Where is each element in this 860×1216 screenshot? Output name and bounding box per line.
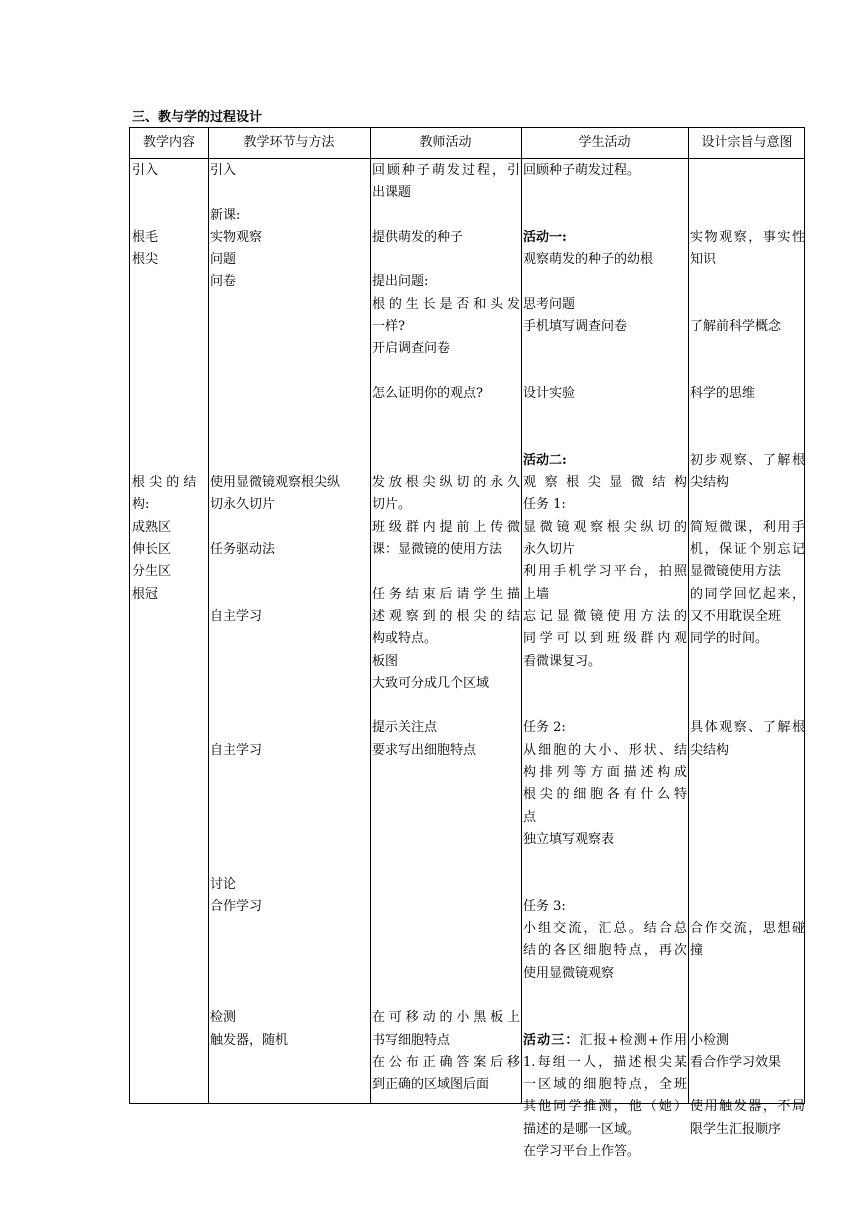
cell-line bbox=[690, 494, 805, 516]
cell-line: 切片。 bbox=[372, 497, 412, 513]
cell-line bbox=[132, 383, 206, 405]
cell-line: 初步观察、了解根 bbox=[690, 452, 805, 468]
cell-line bbox=[690, 338, 805, 360]
cell-line bbox=[690, 829, 805, 851]
cell-line bbox=[523, 1030, 687, 1052]
cell-line: 实物观察，事实性 bbox=[690, 229, 805, 245]
cell-line: 观察根尖显微结构 bbox=[523, 475, 687, 491]
cell-line: 到正确的区域图后面 bbox=[372, 1077, 490, 1093]
cell-line bbox=[210, 673, 368, 695]
cell-line: 构或特点。 bbox=[372, 631, 438, 647]
cell-line bbox=[132, 182, 206, 204]
cell-line: 在可移动的小黑板上 bbox=[372, 1010, 520, 1026]
cell-line: 同学的时间。 bbox=[690, 631, 769, 647]
cell-line bbox=[210, 361, 368, 383]
column-student-activity bbox=[523, 160, 687, 1163]
cell-line bbox=[690, 784, 805, 806]
cell-line bbox=[132, 428, 206, 450]
cell-line: 问卷 bbox=[210, 274, 237, 290]
cell-line: 班级群内提前上传微 bbox=[372, 519, 520, 535]
cell-line: 大致可分成几个区域 bbox=[372, 675, 490, 691]
cell-line: 知识 bbox=[690, 252, 717, 268]
cell-line bbox=[210, 517, 368, 539]
cell-line: 手机填写调查问卷 bbox=[523, 319, 628, 335]
cell-line bbox=[210, 717, 368, 739]
cell-line: 看合作学习效果 bbox=[690, 1054, 782, 1070]
cell-line: 观察萌发的种子的幼根 bbox=[523, 252, 654, 268]
cell-line: 小检测 bbox=[690, 1032, 730, 1048]
cell-line: 回顾种子萌发过程，引 bbox=[372, 163, 520, 178]
cell-line: 一样? bbox=[372, 319, 405, 335]
cell-line bbox=[372, 405, 520, 427]
cell-line: 根尖的细胞各有什么特 bbox=[523, 787, 687, 803]
cell-line bbox=[372, 940, 520, 962]
cell-line: 分生区 bbox=[132, 564, 172, 580]
cell-line: 提出问题: bbox=[372, 274, 429, 290]
cell-line bbox=[372, 695, 520, 717]
cell-line: 的同学回忆起来， bbox=[690, 586, 805, 602]
cell-line bbox=[523, 673, 687, 695]
cell-line bbox=[523, 182, 687, 204]
cell-line bbox=[690, 985, 805, 1007]
cell-line: 课：显微镜的使用方法 bbox=[372, 542, 503, 558]
cell-line: 结的各区细胞特点，再次 bbox=[523, 943, 687, 959]
cell-line bbox=[210, 695, 368, 717]
cell-line: 在学习平台上作答。 bbox=[523, 1144, 641, 1160]
cell-line: 根的生长是否和头发 bbox=[372, 296, 520, 312]
cell-line: 自主学习 bbox=[210, 608, 263, 624]
cell-line: 根冠 bbox=[132, 586, 159, 602]
cell-line: 忘记显微镜使用方法的 bbox=[523, 608, 687, 624]
cell-line: 根毛 bbox=[132, 229, 159, 245]
cell-line: 书写细胞特点 bbox=[372, 1032, 451, 1048]
cell-line: 简短微课，利用手 bbox=[690, 519, 805, 535]
cell-line bbox=[210, 829, 368, 851]
cell-line: 科学的思维 bbox=[690, 385, 756, 401]
cell-line: 伸长区 bbox=[132, 542, 172, 558]
cell-line: 自主学习 bbox=[210, 742, 263, 758]
cell-line: 尖结构 bbox=[690, 475, 730, 491]
cell-line bbox=[210, 405, 368, 427]
cell-line bbox=[210, 784, 368, 806]
cell-line bbox=[132, 205, 206, 227]
teaching-process-table bbox=[129, 127, 805, 1160]
cell-line: 怎么证明你的观点? bbox=[372, 385, 483, 401]
cell-line: 引入 bbox=[132, 163, 159, 178]
cell-line bbox=[372, 963, 520, 985]
cell-line: 显微镜观察根尖纵切的 bbox=[523, 519, 687, 535]
cell-line bbox=[690, 205, 805, 227]
cell-line bbox=[690, 896, 805, 918]
cell-line bbox=[690, 428, 805, 450]
cell-line: 回顾种子萌发过程。 bbox=[523, 163, 641, 178]
cell-line: 使用显微镜观察根尖纵 bbox=[210, 475, 341, 491]
cell-line: 设计实验 bbox=[523, 385, 576, 401]
cell-line: 开启调查问卷 bbox=[372, 341, 451, 357]
cell-line bbox=[523, 361, 687, 383]
cell-line bbox=[690, 874, 805, 896]
cell-line: 合作交流，思想碰 bbox=[690, 921, 805, 937]
cell-line: 活动二: bbox=[523, 452, 567, 468]
cell-line bbox=[210, 918, 368, 940]
cell-line bbox=[372, 428, 520, 450]
cell-line bbox=[210, 628, 368, 650]
cell-line: 任务 3: bbox=[523, 898, 566, 914]
cell-line: 1.每组一人，描述根尖某 bbox=[523, 1054, 687, 1070]
cell-line bbox=[523, 985, 687, 1007]
cell-line bbox=[210, 316, 368, 338]
cell-line: 显微镜使用方法 bbox=[690, 564, 782, 580]
cell-line: 利用手机学习平台，拍照 bbox=[523, 564, 687, 580]
column-divider bbox=[370, 128, 371, 1103]
cell-line bbox=[372, 896, 520, 918]
cell-line bbox=[690, 762, 805, 784]
cell-line: 成熟区 bbox=[132, 519, 172, 535]
cell-line: 构: bbox=[132, 497, 150, 513]
column-divider bbox=[521, 128, 522, 1103]
cell-line: 又不用耽误全班 bbox=[690, 608, 782, 624]
cell-line bbox=[210, 940, 368, 962]
cell-line: 思考问题 bbox=[523, 296, 576, 312]
cell-line: 任务驱动法 bbox=[210, 542, 276, 558]
cell-line bbox=[210, 985, 368, 1007]
cell-line: 看微课复习。 bbox=[523, 653, 602, 669]
header-teaching-methods: 教学环节与方法 bbox=[243, 135, 335, 150]
cell-line bbox=[690, 361, 805, 383]
cell-line bbox=[372, 784, 520, 806]
cell-line: 任务结束后请学生描 bbox=[372, 586, 520, 602]
cell-line bbox=[372, 762, 520, 784]
cell-line: 根尖 bbox=[132, 252, 159, 268]
cell-line: 任务 2: bbox=[523, 720, 566, 736]
column-design-intent bbox=[690, 160, 805, 1141]
cell-line: 描述的是哪一区域。 bbox=[523, 1121, 641, 1137]
cell-line bbox=[523, 1007, 687, 1029]
cell-line: 合作学习 bbox=[210, 898, 263, 914]
cell-line bbox=[523, 428, 687, 450]
cell-line bbox=[523, 874, 687, 896]
cell-line bbox=[132, 361, 206, 383]
cell-line bbox=[372, 851, 520, 873]
cell-line bbox=[690, 271, 805, 293]
cell-line: 同学可以到班级群内观 bbox=[523, 631, 687, 647]
cell-line: 出课题 bbox=[372, 185, 412, 201]
cell-line: 独立填写观察表 bbox=[523, 831, 615, 847]
cell-line: 触发器，随机 bbox=[210, 1032, 289, 1048]
cell-line bbox=[210, 963, 368, 985]
header-design-intent: 设计宗旨与意图 bbox=[701, 135, 793, 150]
cell-line: 板图 bbox=[372, 653, 399, 669]
cell-line bbox=[372, 985, 520, 1007]
cell-line bbox=[372, 807, 520, 829]
cell-line: 永久切片 bbox=[523, 542, 576, 558]
cell-line: 发放根尖纵切的永久 bbox=[372, 475, 520, 491]
cell-line: 提供萌发的种子 bbox=[372, 229, 464, 245]
cell-line bbox=[690, 160, 805, 182]
cell-line bbox=[210, 584, 368, 606]
column-teaching-content bbox=[132, 160, 206, 606]
cell-line bbox=[210, 383, 368, 405]
column-divider bbox=[688, 128, 689, 1103]
cell-line bbox=[210, 762, 368, 784]
header-divider bbox=[130, 158, 804, 159]
activity-label: 活动三： bbox=[523, 1032, 580, 1048]
cell-line: 使用显微镜观察 bbox=[523, 965, 615, 981]
cell-line bbox=[523, 338, 687, 360]
cell-line bbox=[210, 338, 368, 360]
cell-line: 从细胞的大小、形状、结 bbox=[523, 742, 687, 758]
cell-line bbox=[372, 361, 520, 383]
cell-line: 要求写出细胞特点 bbox=[372, 742, 477, 758]
cell-line: 问题 bbox=[210, 252, 237, 268]
cell-line: 限学生汇报顺序 bbox=[690, 1121, 782, 1137]
cell-line bbox=[372, 450, 520, 472]
cell-line: 任务 1: bbox=[523, 497, 566, 513]
cell-line bbox=[690, 294, 805, 316]
header-teacher-activity: 教师活动 bbox=[419, 135, 472, 150]
cell-line bbox=[372, 918, 520, 940]
cell-line bbox=[132, 316, 206, 338]
cell-line bbox=[132, 338, 206, 360]
cell-line: 了解前科学概念 bbox=[690, 319, 782, 335]
cell-line bbox=[210, 428, 368, 450]
cell-line bbox=[210, 294, 368, 316]
cell-line bbox=[132, 405, 206, 427]
cell-line: 其他同学推测，他（她） bbox=[523, 1099, 687, 1115]
cell-line bbox=[690, 673, 805, 695]
cell-line bbox=[372, 561, 520, 583]
cell-line bbox=[690, 1007, 805, 1029]
cell-line: 根 尖 的 结 bbox=[132, 475, 197, 491]
cell-line: 述观察到的根尖的结 bbox=[372, 608, 520, 624]
cell-line bbox=[690, 405, 805, 427]
cell-line bbox=[523, 205, 687, 227]
cell-line bbox=[690, 1074, 805, 1096]
cell-line: 讨论 bbox=[210, 876, 237, 892]
cell-line bbox=[690, 182, 805, 204]
cell-line: 在公布正确答案后移 bbox=[372, 1054, 520, 1070]
cell-line bbox=[210, 182, 368, 204]
cell-line: 提示关注点 bbox=[372, 720, 438, 736]
cell-line bbox=[210, 851, 368, 873]
cell-line bbox=[523, 271, 687, 293]
cell-line: 使用触发器，不局 bbox=[690, 1099, 805, 1115]
cell-line bbox=[690, 695, 805, 717]
cell-line: 具体观察、了解根 bbox=[690, 720, 805, 736]
cell-line bbox=[372, 249, 520, 271]
cell-line bbox=[690, 651, 805, 673]
cell-line: 切永久切片 bbox=[210, 497, 276, 513]
activity-detail: 汇报+检测+作用 bbox=[579, 1032, 687, 1048]
cell-line bbox=[132, 450, 206, 472]
cell-line bbox=[690, 851, 805, 873]
cell-line bbox=[210, 450, 368, 472]
cell-line: 新课: bbox=[210, 207, 241, 223]
column-teaching-methods bbox=[210, 160, 368, 1052]
cell-line bbox=[210, 807, 368, 829]
column-divider bbox=[208, 128, 209, 1103]
cell-line: 尖结构 bbox=[690, 742, 730, 758]
cell-line: 构排列等方面描述构成 bbox=[523, 765, 687, 781]
cell-line: 点 bbox=[523, 809, 537, 825]
cell-line bbox=[372, 205, 520, 227]
cell-line: 引入 bbox=[210, 163, 237, 178]
cell-line bbox=[523, 695, 687, 717]
cell-line bbox=[210, 561, 368, 583]
cell-line: 一区域的细胞特点，全班 bbox=[523, 1077, 687, 1093]
cell-line bbox=[523, 405, 687, 427]
cell-line: 机，保证个别忘记 bbox=[690, 542, 805, 558]
cell-line bbox=[210, 651, 368, 673]
cell-line: 检测 bbox=[210, 1010, 237, 1026]
header-student-activity: 学生活动 bbox=[578, 135, 631, 150]
cell-line: 上墙 bbox=[523, 586, 550, 602]
column-teacher-activity bbox=[372, 160, 520, 1096]
cell-line bbox=[372, 829, 520, 851]
cell-line bbox=[690, 963, 805, 985]
cell-line bbox=[132, 271, 206, 293]
section-heading: 三、教与学的过程设计 bbox=[132, 110, 263, 125]
cell-line bbox=[690, 807, 805, 829]
cell-line: 活动一: bbox=[523, 229, 567, 245]
cell-line bbox=[132, 294, 206, 316]
cell-line: 撞 bbox=[690, 943, 704, 959]
cell-line: 实物观察 bbox=[210, 229, 263, 245]
cell-line bbox=[372, 874, 520, 896]
cell-line: 小组交流，汇总。结合总 bbox=[523, 921, 687, 937]
cell-line bbox=[523, 851, 687, 873]
header-teaching-content: 教学内容 bbox=[142, 135, 195, 150]
